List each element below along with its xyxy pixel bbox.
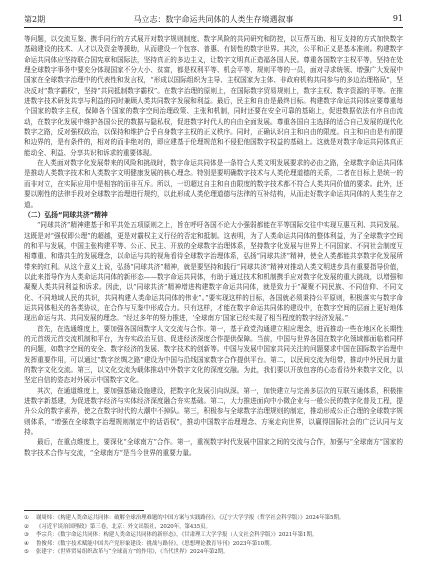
body-text	[24, 34, 403, 458]
footnote-mark: ③	[24, 532, 29, 539]
paragraph: 首先，在选通维度上，要加强各国间数字人文交流与合作。第一，基于政党沟通建立相应理念，进而推动一些在地区化长期性的元首级元首交流机制和平台，为夯实政治互信、促进经济深度合作提供保障。当前，中国与世界各国在数字化领域都面临着同样的问题，如数字空间的安全、数字经济的发展、数字技术的创新等。中国与发展中国家共同关注的问题要求中国在国际数字治理中发挥重要作用，可以通过“数字丝绸之路”建设为中国与沿线国家数字合作提供平台。第二，以民间交流为纽带，推动中外民间力量的数字文化交流。第三，以文化交流为载体推动中外数字文化的深度交融。为此，我们要以开放包容的心态看待外来数字文化，以坚定自信的姿态对外展示中国数字文化。	[24, 324, 403, 385]
paragraph: 在人类面对数字化发展带来的风险和挑战时，数字命运共同体是一条符合人类文明发展要求的必由之路，全球数字命运共同体是推动人类数字技术和人类数字文明健康发展的核心理念。特别是要明确数字技术与人类伦理道德的关系，二者在目标上是统一的而非对立，在实际应用中是相容的而非互斥。所以，一切超过自主和自由限度的数字技术都不符合人类共同价值的要求。此外，还要以刚性的法律手段对全球数字治理进行规约，以此形成人类伦理道德与法律的互补结构，从而走好数字命运共同体的人类生存之道。	[24, 159, 403, 209]
paragraph: “同球共济”精神建基于和平共处五项原则之上，旨在呼吁各国不论大小强弱都能在平等国际交往中实现互惠互利、共同发展。这既是对“强权即公理”的超越，更是对霸权主义行径的否定和抵制。这表明，为了人类命运共同体的整体利益，为了全球数字空间的和平与发展，中国主张构建平等、公正、民主、开放的全球数字治理体系，坚持数字化发展与世界上不同国家、不同社会制度互相尊重、和谐共生的发展理念，以命运与共的视角看待全球数字治理体系，弘扬“同球共济”精神，使全人类都能共享数字化发展所带来的红利。从这个意义上说，弘扬“同球共济”精神，就是要坚持和践行“同球共济”精神对推动人类文明进步具有重要指导价值，以此来指导作为人类命运共同体的新形态——数字命运共同体，有助于通过技术和机制携手应对数字化发展的重大挑战，以增强和凝聚人类共同利益和诉求。因此，以“同球共济”精神增进构建数字命运共同体，就是致力于“凝聚不同民族、不同信仰、不同文化、不同地域人民的共识，共同构建人类命运共同体的伟业”。”要实现这样的目标，各国就必须秉持公平原则，积极落实与数字命运共同体相关的各类协议，在合作与互鉴中形成合力。只有这样，才能在数字命运共同体的建设中，在数字空间的层面上更好地体现出命运与共、共同发展的理念。“经过多年的努力推进，‘全球南方’国家已经实现了相当程度的数字经济发展。”	[24, 221, 403, 323]
paragraph: 最后，在重点维度上，要深化“全球南方”合作。第一，重视数字时代发展中国家之间的交流与合作，加强与“全球南方”国家的数字技术合作与交流，“全球南方”是当今世界的重要力量。	[24, 438, 403, 457]
footnote-text: 张建宇：《世界贸易组织改革与“全球南方”的作用》，《当代世界》2024年第2期。	[36, 549, 229, 556]
paragraph: 其次，在通道维度上，要加强基础设施建设，把数字化发展引向纵深。第一，加快建立与完善多层次的互联互通体系，积极推进数字新基建，为促进数字经济与实体经济深度融合夯实基础。第二，大力推进面向中小微企业与一般公民的数字化普及工程，提升公众的数字素养，使之在数字时代的大潮中不掉队。第三，积极参与全球数字治理规则的制定，推动形成公正合理的全球数字规则体系，“增强在全球数字治理规则制定中的话语权”，推动中国数字治理理念、方案走向世界，以赢得国际社会的广泛认同与支持。	[24, 386, 403, 437]
footnote-mark: ①	[24, 515, 29, 521]
footnote-text: 鲁俊邦：《数字技术赋能中国共产党形象建设：挑战与路径》，《思想理论教育导刊》2023年第10期。	[36, 540, 275, 547]
footnote-mark: ⑤	[24, 549, 29, 556]
issue-label: 第2期	[24, 15, 46, 24]
header-rule	[24, 27, 403, 28]
paragraph: 等问题，以交流互鉴、携手同行的方式展开对数字规则制度、数字风险的共同研究和防控，以互帮互助、相互支持的方式加快数字基础建设的技术、人才以及资金等援助，从而建设一个包容、普惠、有韧性的数字世界。其次，公平和正义是基本准则。构建数字命运共同体应坚持联合国宪章和国际法，坚持真正的多边主义，让数字文明真正造福各国人民。尊重各国数字主权平等，坚持在处理全球数字事务中要充分体现国家不分大小、贫富，都是权利平等、机会平等、规则平等的一员，面对寻求统领、增强广大发展中国家在全球数字治理中的代表性和发言权，“形成以国际组织为主导、主权国家为主体、非政府机构共同参与的多边治理格局”，坚决反对“数字霸权”，坚持“共同抵制数字霸权”。在数字治理的原则上，在国际数字贸易规则上，数字主权、数字资源的平等。在推进数字技术研发共享与利益的同时兼顾人类共同数字发展和利益。最后，民主和自由是最终目标。构建数字命运共同体应要尊重每个国家的数字主权，保障各个国家的数字空间治理政策、主张和机制，同时还要在安全可靠的基础上，促进数据依法有序自由流动，在数字化发展中维护各国公民的数据与隐私权，促进数字时代人的自由全面发展。尊重各国自主选择的适合自己发展的现代化数字之路，反对强权政治，以保持和维护合乎自身数字主权的正义秩序。同时，正确认识自主和自由的限度。自主和自由是有前提和边界的，是有条件的，相对的而非绝对的，即应建基于伦理规范和不侵犯他国数字权益的基础上。这就是对数字命运共同体真正能动全、利益、分享共识和诉求的重要体现。	[24, 35, 403, 157]
running-title: 马立志：数字命运共同体的人类生存境遇叙事	[133, 15, 294, 24]
section-heading: （二）弘扬“同球共济”精神	[24, 210, 108, 219]
footnotes	[24, 514, 403, 557]
footnote	[24, 531, 403, 540]
page-number: 91	[392, 14, 403, 23]
footnote	[24, 523, 403, 532]
footnote-text: 李宗兵：《数字命运共同体：构建人类命运共同体的新形态》，《甘肃理工大学学报（人文社会科学版）》2021年第1期。	[36, 532, 318, 539]
footnote-mark: ④	[24, 540, 29, 547]
footnote	[24, 548, 403, 557]
footnote-rule	[24, 510, 144, 511]
footnote	[24, 540, 403, 549]
footnote	[24, 514, 403, 523]
footnote-text: 《习近平谈治国理政》第三卷，北京：外文出版社，2020年，第435页。	[36, 523, 211, 530]
footnote-text: 谢周炜：《构建人类命运共同体：破解全球治理难题的中国方案与实践路径》，《辽宁大学学报（哲学社会科学版）》2024年第5期。	[36, 515, 345, 521]
footnote-mark: ②	[24, 523, 29, 530]
page-header	[24, 14, 403, 26]
